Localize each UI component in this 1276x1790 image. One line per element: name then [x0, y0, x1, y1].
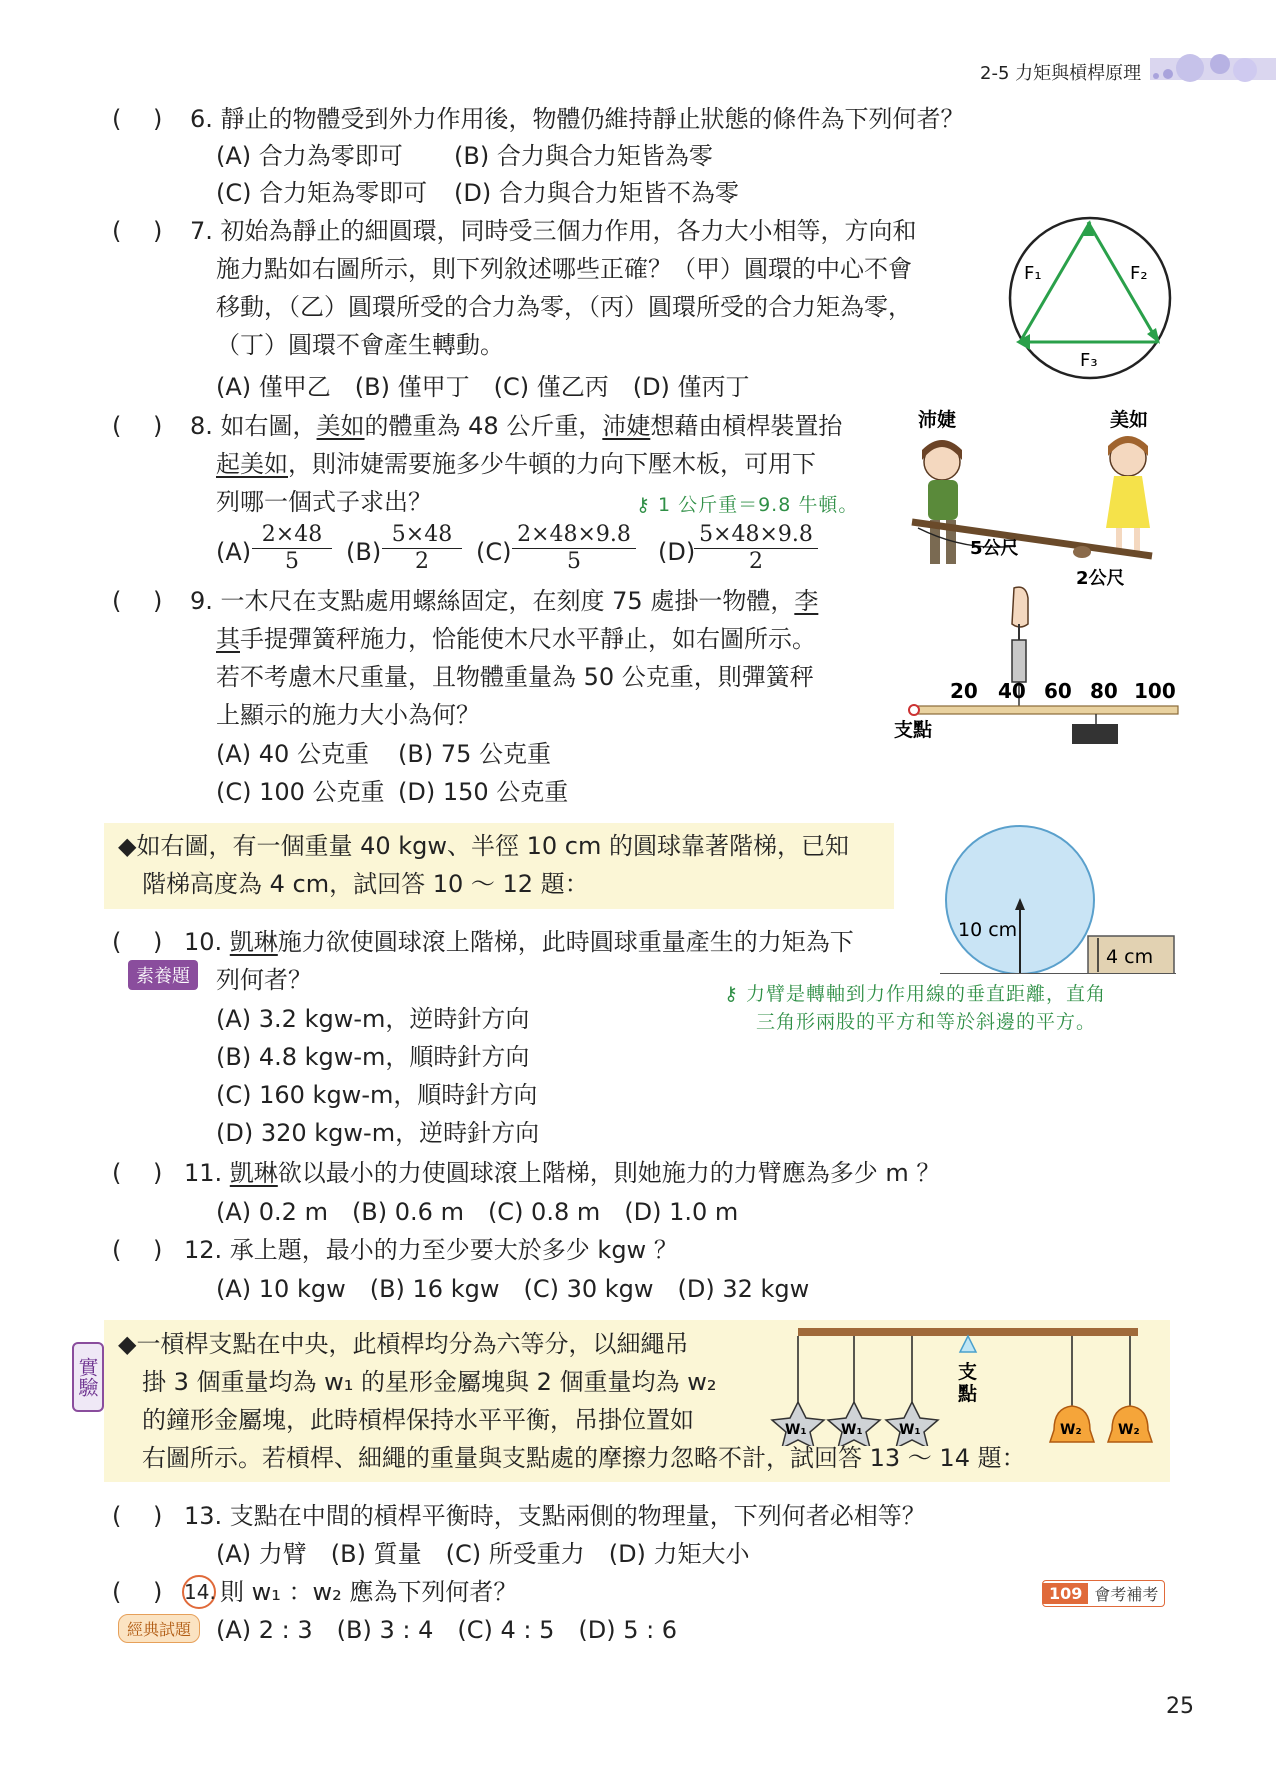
hanging-weight-icon — [1072, 724, 1118, 744]
f1-label: F₁ — [1024, 263, 1042, 284]
q6-option-d: (D) 合力與合力矩皆不為零 — [454, 179, 739, 207]
q8-text: 的體重為 48 公斤重， — [364, 412, 603, 440]
right-person-name: 美如 — [1110, 409, 1149, 431]
person-name: 凱琳 — [229, 928, 278, 956]
q12-options: (A) 10 kgw (B) 16 kgw (C) 30 kgw (D) 32 kgw — [216, 1275, 810, 1303]
girl-right-icon — [1106, 436, 1150, 554]
ring-forces-figure — [1000, 214, 1180, 384]
q6-option-c: (C) 合力矩為零即可 — [216, 179, 428, 207]
q8-stem-3: 列哪一個式子求出？ — [216, 488, 432, 516]
answer-paren[interactable]: ( ) — [112, 105, 163, 133]
q7-stem-3: 移動，（乙）圓環所受的合力為零，（丙）圓環所受的合力矩為零， — [216, 293, 912, 321]
answer-paren[interactable]: ( ) — [112, 412, 163, 440]
page-number: 25 — [1166, 1694, 1194, 1719]
q8-option-a-label: (A) — [216, 538, 252, 566]
q11-stem — [184, 1157, 940, 1189]
answer-paren[interactable]: ( ) — [112, 1236, 163, 1264]
denominator: 2 — [749, 549, 763, 574]
group10-intro-2: 階梯高度為 4 cm，試回答 10 ～ 12 題： — [142, 870, 589, 898]
denominator: 5 — [285, 549, 299, 574]
answer-paren[interactable]: ( ) — [112, 1578, 163, 1606]
q10-text: 10. — [184, 928, 230, 956]
q8-text: 8. 如右圖， — [190, 412, 317, 440]
q9-option-b: (B) 75 公克重 — [398, 740, 551, 768]
girl-left-icon — [922, 440, 962, 564]
step-height-label: 4 cm — [1106, 946, 1154, 968]
w2-label: W₂ — [1118, 1422, 1140, 1438]
q9-text: 手提彈簧秤施力，恰能使木尺水平靜止，如右圖所示。 — [240, 625, 816, 653]
tick-80: 80 — [1090, 679, 1118, 703]
q13-stem: 13. 支點在中間的槓桿平衡時，支點兩側的物理量，下列何者必相等？ — [184, 1502, 926, 1530]
q8-text: ，則沛婕需要施多少牛頓的力向下壓木板，可用下 — [288, 450, 816, 478]
experiment-tag: 實驗 — [72, 1342, 104, 1412]
hand-icon — [1012, 587, 1028, 627]
q14-stem: 則 w₁ ：w₂ 應為下列何者？ — [220, 1578, 518, 1606]
q7-stem-4: （丁）圓環不會產生轉動。 — [216, 331, 504, 359]
person-name: 沛婕 — [602, 412, 651, 440]
q10-text: 施力欲使圓球滾上階梯，此時圓球重量產生的力矩為下 — [277, 928, 854, 956]
q6-option-a: (A) 合力為零即可 — [216, 142, 403, 170]
hint-text: 三角形兩股的平方和等於斜邊的平方。 — [756, 1011, 1097, 1033]
person-name: 美如 — [316, 412, 365, 440]
pivot-triangle-icon — [960, 1336, 976, 1352]
person-name: 其 — [216, 625, 240, 653]
classic-question-tag: 經典試題 — [118, 1614, 200, 1643]
answer-paren[interactable]: ( ) — [112, 928, 163, 956]
pivot-screw-icon — [909, 705, 919, 715]
pivot-label-1: 支 — [958, 1361, 978, 1383]
denominator: 5 — [567, 549, 581, 574]
tick-20: 20 — [950, 679, 978, 703]
q14-options: (A) 2 : 3 (B) 3 : 4 (C) 4 : 5 (D) 5 : 6 — [216, 1616, 678, 1644]
q6-stem: 6. 靜止的物體受到外力作用後，物體仍維持靜止狀態的條件為下列何者？ — [190, 105, 965, 133]
answer-paren[interactable]: ( ) — [112, 217, 163, 245]
exam-source-badge — [1042, 1580, 1165, 1607]
q10-stem-1 — [184, 926, 854, 958]
tick-40: 40 — [998, 679, 1026, 703]
person-name: 凱琳 — [229, 1159, 278, 1187]
q7-options: (A) 僅甲乙 (B) 僅甲丁 (C) 僅乙丙 (D) 僅丙丁 — [216, 373, 750, 401]
bell-weight-icon — [1050, 1406, 1094, 1442]
q10-option-a: (A) 3.2 kgw-m，逆時針方向 — [216, 1005, 530, 1033]
q7-stem-2: 施力點如右圖所示，則下列敘述哪些正確？（甲）圓環的中心不會 — [216, 255, 912, 283]
radius-label: 10 cm — [958, 919, 1018, 941]
spring-scale-icon — [1012, 640, 1026, 682]
hint-text: 1 公斤重＝9.8 牛頓。 — [657, 494, 859, 516]
bell-weight-icon — [1108, 1406, 1152, 1442]
person-name: 李 — [794, 587, 819, 615]
header-decoration — [1150, 48, 1276, 86]
star-weight-icon — [828, 1402, 880, 1446]
left-length-label: 5公尺 — [970, 538, 1019, 559]
exam-year: 109 — [1043, 1583, 1088, 1604]
q9-option-a: (A) 40 公克重 — [216, 740, 369, 768]
q9-stem-1 — [190, 585, 818, 617]
q7-stem-1: 7. 初始為靜止的細圓環，同時受三個力作用，各力大小相等，方向和 — [190, 217, 917, 245]
w1-label: W₁ — [841, 1422, 863, 1438]
f2-label: F₂ — [1130, 263, 1148, 284]
star-weight-icon — [886, 1402, 938, 1446]
left-person-name: 沛婕 — [918, 409, 957, 431]
q8-option-c-fraction — [512, 522, 636, 575]
section-title: 2-5 力矩與槓桿原理 — [980, 63, 1142, 84]
w1-label: W₁ — [785, 1422, 807, 1438]
hint-text: 力臂是轉軸到力作用線的垂直距離，直角 — [745, 983, 1106, 1005]
q12-stem: 12. 承上題，最小的力至少要大於多少 kgw ？ — [184, 1236, 678, 1264]
q8-option-a-fraction — [252, 522, 332, 575]
group13-intro-2: 掛 3 個重量均為 w₁ 的星形金屬塊與 2 個重量均為 w₂ — [142, 1368, 717, 1396]
lever-figure — [770, 1320, 1170, 1446]
q9-text: 9. 一木尺在支點處用螺絲固定，在刻度 75 處掛一物體， — [190, 587, 795, 615]
exam-name: 會考補考 — [1094, 1585, 1159, 1604]
denominator: 2 — [415, 549, 429, 574]
q10-option-c: (C) 160 kgw-m，順時針方向 — [216, 1081, 538, 1109]
q8-text: 想藉由槓桿裝置抬 — [650, 412, 843, 440]
q9-option-c: (C) 100 公克重 — [216, 778, 385, 806]
group10-intro-1: ◆如右圖，有一個重量 40 kgw、半徑 10 cm 的圓球靠著階梯，已知 — [118, 832, 850, 860]
group13-intro-3: 的鐘形金屬塊，此時槓桿保持水平平衡，吊掛位置如 — [142, 1406, 694, 1434]
pivot-label-2: 點 — [958, 1383, 978, 1405]
w1-label: W₁ — [899, 1422, 921, 1438]
ball-step-figure — [940, 818, 1176, 974]
q6-option-b: (B) 合力與合力矩皆為零 — [454, 142, 713, 170]
q9-stem-3: 若不考慮木尺重量，且物體重量為 50 公克重，則彈簧秤 — [216, 663, 814, 691]
right-length-label: 2公尺 — [1076, 568, 1125, 589]
q8-option-d-fraction — [694, 522, 818, 575]
key-icon: ⚷ — [636, 494, 658, 516]
ruler-figure — [890, 584, 1180, 744]
q8-option-b-fraction — [382, 522, 462, 575]
person-name: 起美如 — [216, 450, 288, 478]
numerator: 2×48 — [252, 522, 332, 549]
f3-label: F₃ — [1080, 350, 1098, 371]
q8-option-d-label: (D) — [658, 538, 696, 566]
q9-option-d: (D) 150 公克重 — [398, 778, 569, 806]
q8-option-b-label: (B) — [346, 538, 382, 566]
tick-60: 60 — [1044, 679, 1072, 703]
key-icon: ⚷ — [724, 983, 746, 1005]
q8-stem-2 — [216, 448, 816, 480]
q10-stem-2: 列何者？ — [216, 966, 312, 994]
w2-label: W₂ — [1060, 1422, 1082, 1438]
q9-stem-4: 上顯示的施力大小為何？ — [216, 701, 480, 729]
bubbles-decoration-icon — [1150, 48, 1276, 86]
q13-options: (A) 力臂 (B) 質量 (C) 所受重力 (D) 力矩大小 — [216, 1540, 750, 1568]
tick-100: 100 — [1134, 679, 1176, 703]
pivot-label: 支點 — [894, 719, 933, 741]
q14-number: 14. — [182, 1575, 216, 1609]
group13-intro-1: ◆一槓桿支點在中央，此槓桿均分為六等分，以細繩吊 — [118, 1330, 689, 1358]
group13-intro-4: 右圖所示。若槓桿、細繩的重量與支點處的摩擦力忽略不計，試回答 13 ～ 14 題： — [142, 1444, 1026, 1472]
q11-text: 欲以最小的力使圓球滾上階梯，則她施力的力臂應為多少 m ？ — [277, 1159, 941, 1187]
q11-text: 11. — [184, 1159, 230, 1187]
numerator: 5×48 — [382, 522, 462, 549]
q10-hint — [724, 980, 1106, 1036]
q9-stem-2 — [216, 623, 816, 655]
star-weight-icon — [772, 1402, 824, 1446]
q8-stem-1 — [190, 410, 842, 442]
answer-paren[interactable]: ( ) — [112, 1502, 163, 1530]
q8-hint — [636, 490, 858, 517]
q10-option-d: (D) 320 kgw-m，逆時針方向 — [216, 1119, 540, 1147]
q11-options: (A) 0.2 m (B) 0.6 m (C) 0.8 m (D) 1.0 m — [216, 1198, 739, 1226]
answer-paren[interactable]: ( ) — [112, 1159, 163, 1187]
ruler-bar — [914, 706, 1178, 714]
numerator: 5×48×9.8 — [694, 522, 818, 549]
answer-paren[interactable]: ( ) — [112, 587, 163, 615]
q8-option-c-label: (C) — [476, 538, 512, 566]
literacy-tag: 素養題 — [128, 960, 198, 990]
numerator: 2×48×9.8 — [512, 522, 636, 549]
seesaw-figure — [906, 404, 1166, 590]
q10-option-b: (B) 4.8 kgw-m，順時針方向 — [216, 1043, 530, 1071]
